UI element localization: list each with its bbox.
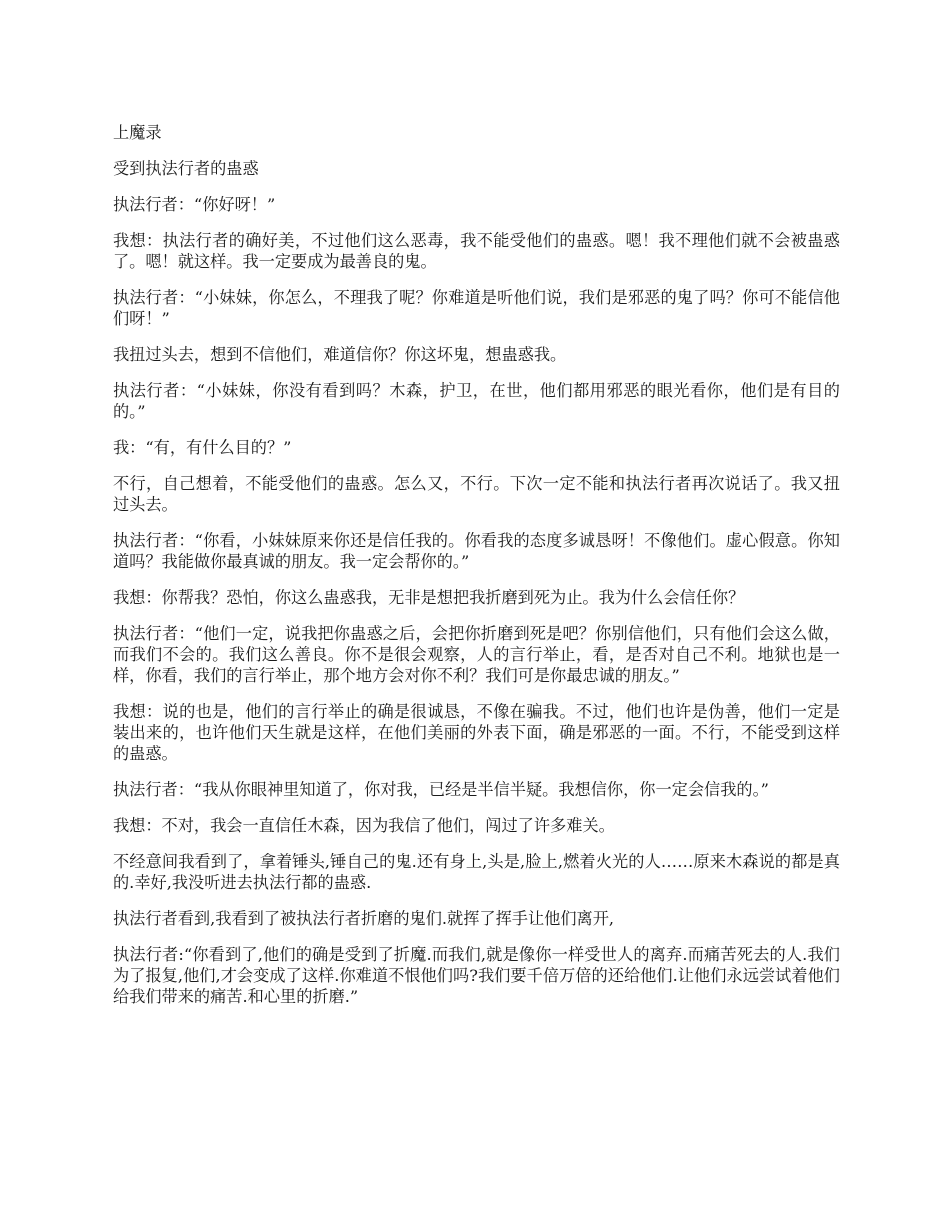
paragraph: 执法行者:“你看到了,他们的确是受到了折魔.而我们,就是像你一样受世人的离弃.而痛苦死去的人.我们为了报复,他们,才会变成了这样.你难道不恨他们吗?我们要千倍万倍的还给他们.让他们永远尝试着他们给我们带来的痛苦.和心里的折磨.” — [113, 945, 840, 1006]
paragraph: 受到执法行者的蛊惑 — [113, 159, 259, 178]
paragraph: 执法行者：“我从你眼神里知道了，你对我，已经是半信半疑。我想信你，你一定会信我的。” — [113, 780, 769, 799]
paragraph: 执法行者看到,我看到了被执法行者折磨的鬼们.就挥了挥手让他们离开, — [113, 909, 615, 928]
paragraph: 我想：你帮我？恐怕，你这么蛊惑我，无非是想把我折磨到死为止。我为什么会信任你？ — [113, 588, 745, 607]
paragraph: 我扭过头去，想到不信他们，难道信你？你这坏鬼，想蛊惑我。 — [113, 345, 567, 364]
paragraph: 执法行者：“你看，小妹妹原来你还是信任我的。你看我的态度多诚恳呀！不像他们。虚心假意。你知道吗？我能做你最真诚的朋友。我一定会帮你的。” — [113, 531, 840, 571]
paragraph: 不行，自己想着，不能受他们的蛊惑。怎么又，不行。下次一定不能和执法行者再次说话了。我又扭过头去。 — [113, 474, 840, 514]
paragraph: 我：“有，有什么目的？” — [113, 438, 292, 457]
paragraph: 执法行者：“小妹妹，你怎么，不理我了呢？你难道是听他们说，我们是邪恶的鬼了吗？你可不能信他们呀！” — [113, 288, 840, 328]
document-body — [113, 122, 840, 1022]
document-title: 上魔录 — [113, 123, 162, 142]
paragraph: 不经意间我看到了，拿着锤头,锤自己的鬼.还有身上,头是,脸上,燃着火光的人……原来木森说的都是真的.幸好,我没听进去执法行都的蛊惑. — [113, 852, 840, 892]
paragraph: 我想：执法行者的确好美，不过他们这么恶毒，我不能受他们的蛊惑。嗯！我不理他们就不会被蛊惑了。嗯！就这样。我一定要成为最善良的鬼。 — [113, 231, 840, 271]
paragraph: 我想：不对，我会一直信任木森，因为我信了他们，闯过了许多难关。 — [113, 816, 615, 835]
paragraph: 执法行者：“你好呀！” — [113, 195, 276, 214]
paragraph: 执法行者：“他们一定，说我把你蛊惑之后，会把你折磨到死是吧？你别信他们，只有他们会这么做，而我们不会的。我们这么善良。你不是很会观察，人的言行举止，看，是否对自己不利。地狱也是一样，你看，我们的言行举止，那个地方会对你不利？我们可是你最忠诚的朋友。” — [113, 624, 840, 685]
paragraph: 执法行者：“小妹妹，你没有看到吗？木森，护卫，在世，他们都用邪恶的眼光看你，他们是有目的的。” — [113, 381, 840, 421]
paragraph: 我想：说的也是，他们的言行举止的确是很诚恳，不像在骗我。不过，他们也许是伪善，他们一定是装出来的，也许他们天生就是这样，在他们美丽的外表下面，确是邪恶的一面。不行，不能受到这样的蛊惑。 — [113, 702, 840, 763]
